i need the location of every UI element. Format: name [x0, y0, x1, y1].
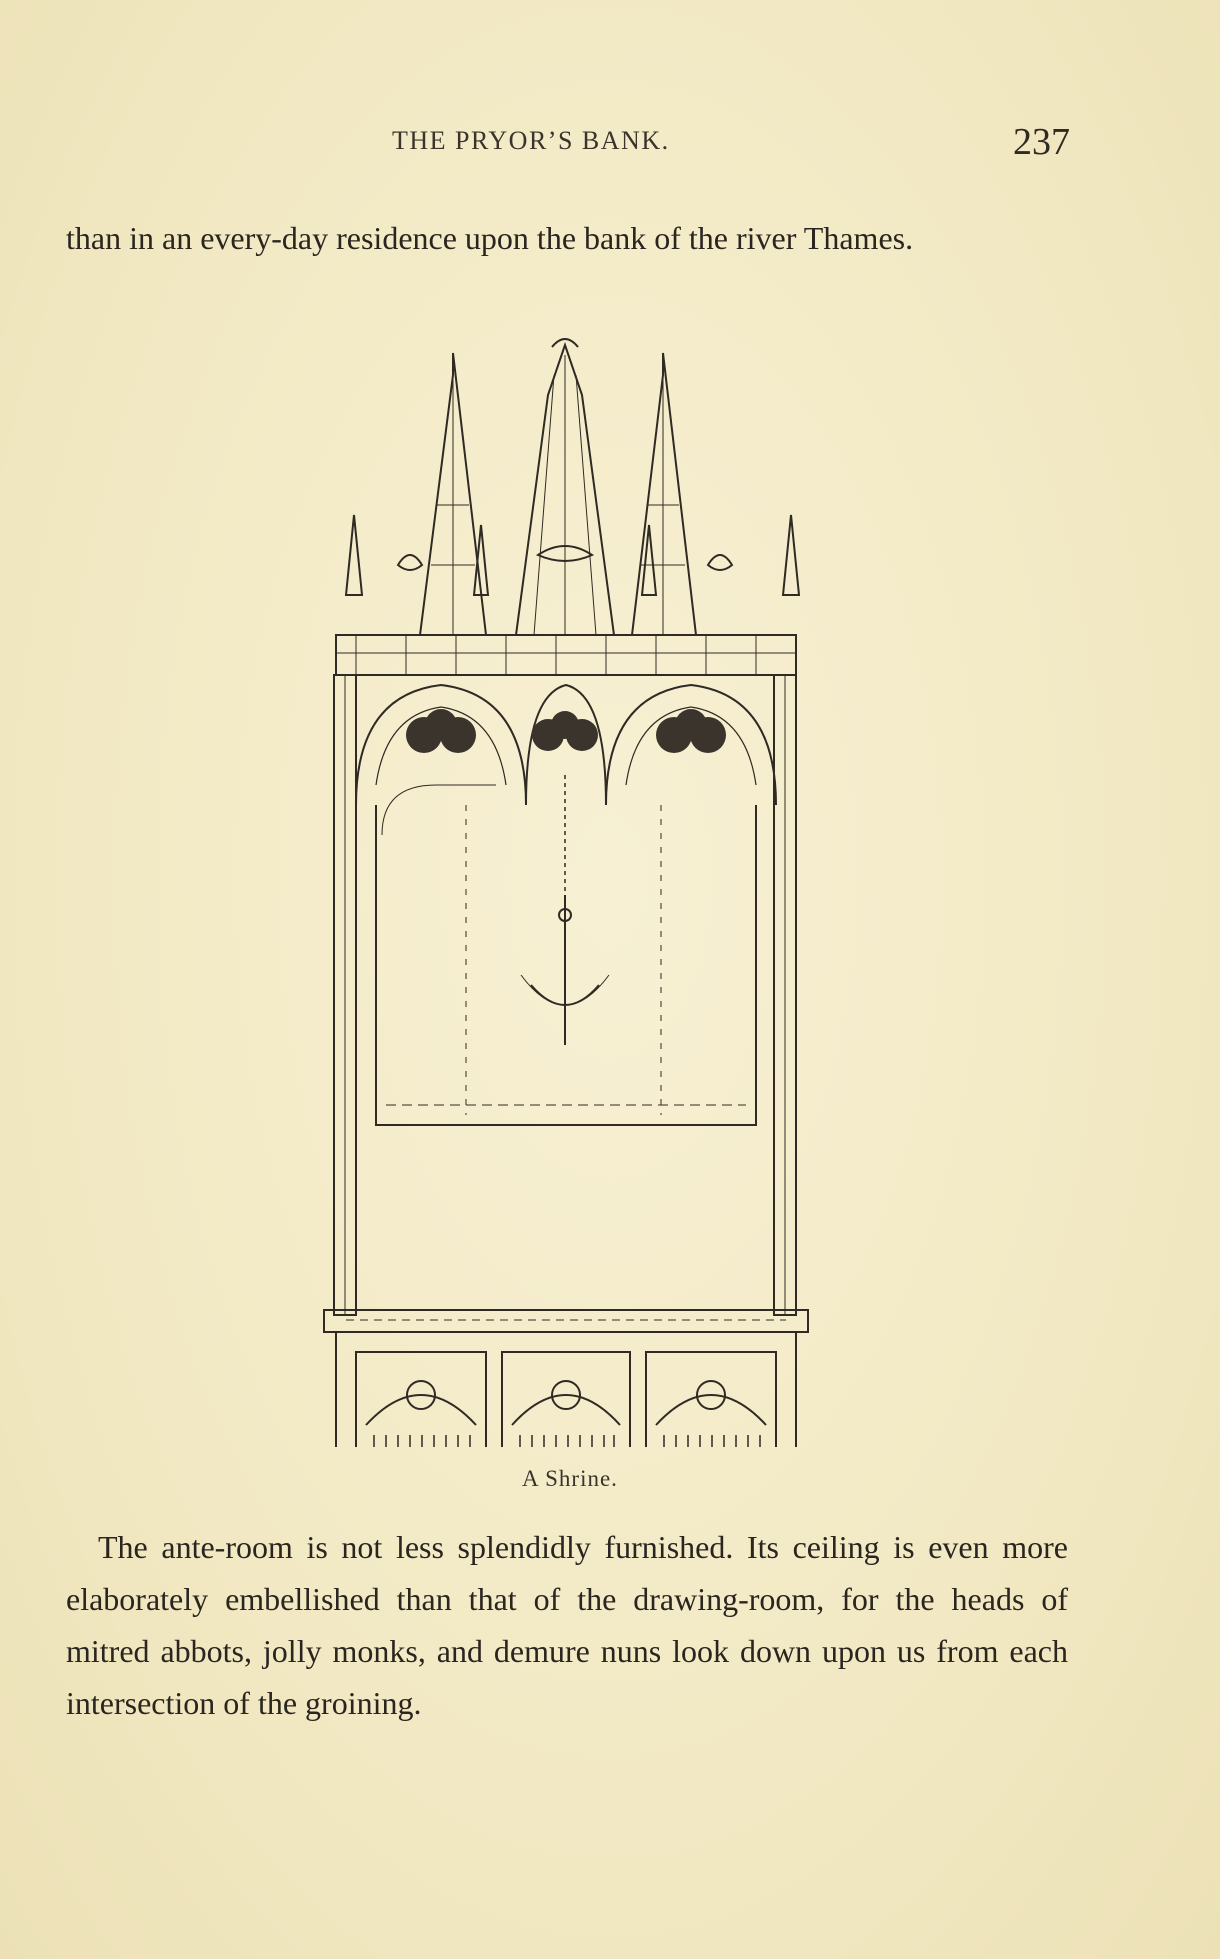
running-head: [0, 120, 1220, 170]
closing-paragraph: The ante-room is not less splendidly furnished. Its ceiling is even more elaborately embellished than that of the drawing-room, for the heads of mitred abbots, jolly monks, and demure nuns look down upon us from each intersection of the groining.: [66, 1529, 1068, 1721]
shrine-engraving: [316, 335, 814, 1447]
page-number: 237: [1013, 121, 1070, 163]
running-title: THE PRYOR’S BANK.: [392, 126, 670, 155]
opening-text: than in an every-day residence upon the bank of the river Thames.: [66, 220, 914, 256]
shrine-illustration: [316, 335, 814, 1447]
figure-caption: A Shrine.: [522, 1466, 618, 1491]
